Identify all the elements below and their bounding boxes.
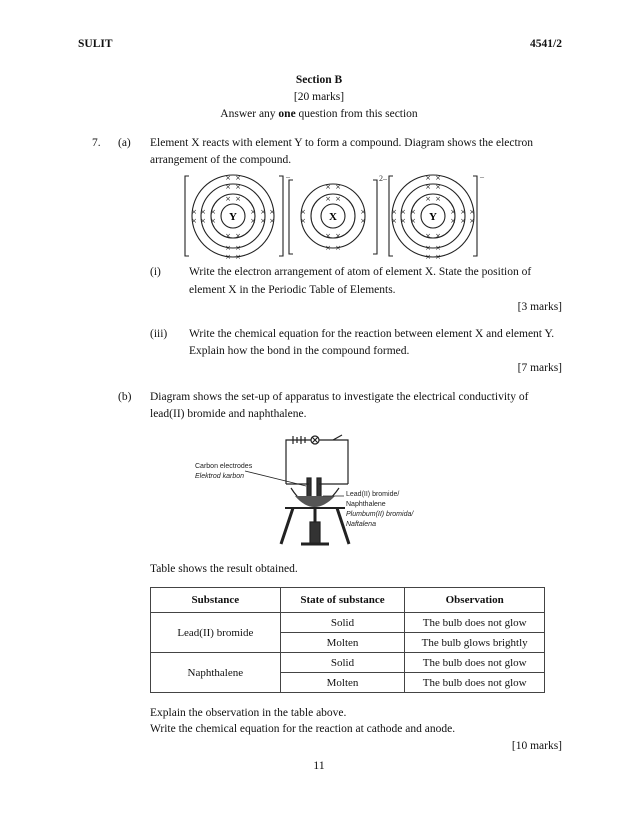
svg-text:×: × [460, 217, 466, 225]
table-row [151, 613, 545, 633]
svg-text:×: × [210, 208, 216, 216]
task-text-1: Explain the observation in the table above. [150, 707, 347, 719]
results-table [150, 587, 545, 693]
label-carbon-electrodes: Carbon electrodes [195, 463, 253, 470]
svg-text:×: × [200, 217, 206, 225]
svg-text:×: × [191, 217, 197, 225]
cell-observation: The bulb does not glow [405, 653, 545, 673]
svg-text:×: × [235, 253, 241, 261]
cell-observation: The bulb does not glow [405, 613, 545, 633]
table-intro: Table shows the result obtained. [150, 563, 298, 575]
svg-text:×: × [400, 208, 406, 216]
svg-text:×: × [260, 208, 266, 216]
label-carbon-electrodes-ms: Elektrod karbon [195, 473, 245, 480]
circuit-wire [286, 440, 348, 484]
table-header-row [151, 588, 545, 613]
switch-icon [333, 435, 342, 440]
svg-text:×: × [269, 217, 275, 225]
cell-state: Molten [280, 633, 405, 653]
subpart-i-marks: [3 marks] [517, 301, 562, 313]
label-lead-bromide: Lead(II) bromide/ [346, 491, 400, 498]
svg-text:×: × [235, 244, 241, 252]
cell-substance: Lead(II) bromide [151, 613, 281, 653]
bracket-left-ion1 [185, 176, 189, 256]
svg-text:×: × [435, 174, 441, 182]
section-instruction: Answer any one question from this section [220, 108, 418, 120]
svg-text:×: × [225, 253, 231, 261]
svg-text:×: × [425, 253, 431, 261]
svg-text:×: × [235, 232, 241, 240]
svg-text:×: × [425, 244, 431, 252]
svg-text:×: × [325, 183, 331, 191]
svg-text:×: × [360, 208, 366, 216]
svg-text:×: × [225, 195, 231, 203]
section-marks: [20 marks] [293, 91, 345, 103]
svg-text:×: × [410, 217, 416, 225]
svg-text:×: × [235, 195, 241, 203]
header-right: 4541/2 [530, 38, 562, 50]
svg-text:×: × [225, 244, 231, 252]
cell-observation: The bulb does not glow [405, 673, 545, 693]
svg-text:×: × [269, 208, 275, 216]
svg-text:×: × [410, 208, 416, 216]
ion1-charge: – [286, 172, 290, 181]
subpart-i-text-1: Write the electron arrangement of atom of element X. State the position of [189, 266, 532, 278]
ion3-symbol: Y [429, 211, 437, 223]
cell-state: Molten [280, 673, 405, 693]
ion2-symbol: X [329, 211, 337, 223]
label-naphthalene: Naphthalene [346, 501, 386, 508]
svg-text:×: × [191, 208, 197, 216]
svg-text:×: × [435, 195, 441, 203]
svg-text:×: × [400, 217, 406, 225]
cell-state: Solid [280, 653, 405, 673]
bracket-right-ion1 [279, 176, 283, 256]
svg-text:×: × [335, 232, 341, 240]
part-a-text-2: arrangement of the compound. [150, 154, 292, 166]
label-lead-bromide-ms: Plumbum(II) bromida/ [346, 511, 414, 518]
conductivity-apparatus-diagram [193, 426, 433, 556]
subpart-iii-marks: [7 marks] [517, 362, 562, 374]
svg-text:×: × [425, 174, 431, 182]
svg-text:×: × [391, 217, 397, 225]
bunsen-burner [310, 522, 320, 544]
header-state: State of substance [280, 588, 405, 613]
ion3-charge: – [480, 172, 484, 181]
svg-text:×: × [391, 208, 397, 216]
svg-text:×: × [335, 195, 341, 203]
header-substance: Substance [151, 588, 281, 613]
svg-text:×: × [425, 183, 431, 191]
subpart-iii-text-2: Explain how the bond in the compound formed. [189, 345, 410, 357]
subpart-iii-text-1: Write the chemical equation for the reaction between element X and element Y. [189, 328, 555, 340]
table-row [151, 653, 545, 673]
svg-text:×: × [200, 208, 206, 216]
svg-text:×: × [450, 217, 456, 225]
svg-text:×: × [210, 217, 216, 225]
svg-text:×: × [225, 232, 231, 240]
svg-text:×: × [460, 208, 466, 216]
header-left: SULIT [78, 38, 113, 50]
part-b-text-1: Diagram shows the set-up of apparatus to investigate the electrical conductivity of [150, 391, 529, 403]
label-naphthalene-ms: Naftalena [346, 521, 376, 528]
svg-text:×: × [300, 208, 306, 216]
cell-substance: Naphthalene [151, 653, 281, 693]
cell-observation: The bulb glows brightly [405, 633, 545, 653]
part-b-marks: [10 marks] [511, 740, 562, 752]
svg-text:×: × [325, 195, 331, 203]
svg-text:×: × [300, 217, 306, 225]
svg-text:×: × [260, 217, 266, 225]
svg-text:×: × [250, 208, 256, 216]
svg-text:×: × [469, 208, 475, 216]
svg-text:×: × [335, 244, 341, 252]
subpart-i-label: (i) [150, 266, 161, 278]
part-a-label: (a) [118, 137, 131, 149]
ion2-charge: 2– [379, 174, 387, 183]
cell-state: Solid [280, 613, 405, 633]
bracket-left-ion2 [289, 180, 293, 254]
svg-text:×: × [435, 232, 441, 240]
svg-text:×: × [435, 253, 441, 261]
svg-text:×: × [425, 232, 431, 240]
svg-text:×: × [450, 208, 456, 216]
svg-text:×: × [335, 183, 341, 191]
task-text-2: Write the chemical equation for the reaction at cathode and anode. [150, 723, 456, 735]
svg-text:×: × [325, 244, 331, 252]
subpart-i-text-2: element X in the Periodic Table of Elements. [189, 284, 396, 296]
part-b-text-2: lead(II) bromide and naphthalene. [150, 408, 307, 420]
svg-text:×: × [325, 232, 331, 240]
section-title: Section B [295, 74, 343, 86]
svg-text:×: × [469, 217, 475, 225]
question-number: 7. [92, 137, 101, 149]
part-b-label: (b) [118, 391, 132, 403]
subpart-iii-label: (iii) [150, 328, 168, 340]
electron-arrangement-diagram [183, 172, 483, 260]
svg-text:×: × [425, 195, 431, 203]
svg-text:×: × [225, 174, 231, 182]
part-a-text-1: Element X reacts with element Y to form a compound. Diagram shows the electron [150, 137, 534, 149]
ion1-symbol: Y [229, 211, 237, 223]
svg-text:×: × [235, 174, 241, 182]
svg-text:×: × [435, 244, 441, 252]
header-observation: Observation [405, 588, 545, 613]
page-number: 11 [313, 758, 325, 772]
svg-text:×: × [360, 217, 366, 225]
svg-text:×: × [225, 183, 231, 191]
svg-text:×: × [235, 183, 241, 191]
bracket-right-ion2 [373, 180, 377, 254]
svg-text:×: × [435, 183, 441, 191]
svg-text:×: × [250, 217, 256, 225]
